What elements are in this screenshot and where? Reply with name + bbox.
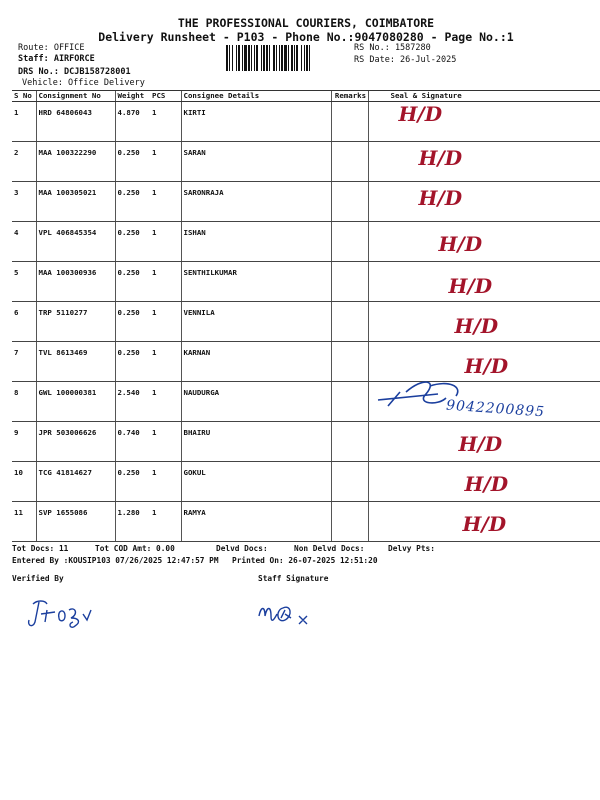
route-label: Route: OFFICE	[18, 43, 85, 53]
table-row	[12, 422, 600, 462]
cell-weight: 0.250	[115, 342, 150, 382]
cell-consignee: SARAN	[181, 142, 331, 182]
cell-pcs: 1	[150, 302, 181, 342]
cell-consignee: SARONRAJA	[181, 182, 331, 222]
verified-signature	[25, 596, 115, 632]
cell-remarks	[331, 182, 368, 222]
printed-on: Printed On: 26-07-2025 12:51:20	[232, 556, 378, 565]
cell-remarks	[331, 142, 368, 182]
handwritten-hd-sign: H/D	[418, 186, 463, 210]
table-header-row	[12, 91, 600, 102]
cell-pcs: 1	[150, 422, 181, 462]
cell-weight: 2.540	[115, 382, 150, 422]
col-header-sno: S No	[12, 91, 36, 102]
handwritten-hd-sign: H/D	[454, 314, 499, 338]
cell-pcs: 1	[150, 262, 181, 302]
drs-number: DRS No.: DCJB158728001	[18, 67, 131, 77]
cell-pcs: 1	[150, 222, 181, 262]
handwritten-hd-sign: H/D	[438, 232, 483, 256]
handwritten-phone: 9042200895	[445, 397, 546, 421]
cell-remarks	[331, 222, 368, 262]
cell-weight: 0.250	[115, 142, 150, 182]
handwritten-hd-sign: H/D	[462, 512, 507, 536]
non-delivered-docs: Non Delvd Docs:	[294, 544, 365, 553]
cell-consignment: HRD 64806043	[36, 102, 115, 142]
col-header-consignment: Consignment No	[36, 91, 115, 102]
cell-remarks	[331, 302, 368, 342]
cell-pcs: 1	[150, 182, 181, 222]
cell-signature	[368, 222, 600, 262]
cell-pcs: 1	[150, 342, 181, 382]
cell-signature	[368, 462, 600, 502]
cell-consignee: RAMYA	[181, 502, 331, 542]
cell-consignee: KARNAN	[181, 342, 331, 382]
col-header-weight: Weight	[115, 91, 150, 102]
cell-signature	[368, 422, 600, 462]
cell-sno: 11	[12, 502, 36, 542]
cell-consignment: MAA 100305021	[36, 182, 115, 222]
cell-sno: 1	[12, 102, 36, 142]
delivered-docs: Delvd Docs:	[216, 544, 268, 553]
cell-consignment: TVL 8613469	[36, 342, 115, 382]
table-row	[12, 462, 600, 502]
table-row	[12, 222, 600, 262]
cell-consignee: KIRTI	[181, 102, 331, 142]
table-row	[12, 142, 600, 182]
cell-sno: 7	[12, 342, 36, 382]
cell-weight: 0.740	[115, 422, 150, 462]
cell-consignee: NAUDURGA	[181, 382, 331, 422]
col-header-remarks: Remarks	[331, 91, 368, 102]
cell-remarks	[331, 502, 368, 542]
col-header-consignee: Consignee Details	[181, 91, 331, 102]
handwritten-hd-sign: H/D	[458, 432, 503, 456]
handwritten-hd-sign: H/D	[464, 354, 509, 378]
runsheet-table	[12, 90, 600, 542]
cell-signature	[368, 502, 600, 542]
cell-remarks	[331, 342, 368, 382]
barcode	[226, 45, 347, 71]
cell-consignment: MAA 100322290	[36, 142, 115, 182]
company-title: THE PROFESSIONAL COURIERS, COIMBATORE	[177, 16, 435, 30]
staff-label: Staff: AIRFORCE	[18, 54, 95, 64]
cell-pcs: 1	[150, 382, 181, 422]
cell-weight: 4.870	[115, 102, 150, 142]
total-cod: Tot COD Amt: 0.00	[95, 544, 175, 553]
handwritten-hd-sign: H/D	[448, 274, 493, 298]
handwritten-hd-sign: H/D	[398, 102, 443, 126]
cell-sno: 3	[12, 182, 36, 222]
table-row	[12, 302, 600, 342]
cell-signature	[368, 142, 600, 182]
cell-weight: 0.250	[115, 462, 150, 502]
total-docs: Tot Docs: 11	[12, 544, 69, 553]
cell-remarks	[331, 462, 368, 502]
table-row	[12, 102, 600, 142]
cell-consignment: JPR 503006626	[36, 422, 115, 462]
delivery-points: Delvy Pts:	[388, 544, 435, 553]
cell-pcs: 1	[150, 502, 181, 542]
col-header-pcs: PCS	[150, 91, 181, 102]
handwritten-hd-sign: H/D	[464, 472, 509, 496]
cell-sno: 9	[12, 422, 36, 462]
cell-consignment: SVP 1655086	[36, 502, 115, 542]
cell-consignee: BHAIRU	[181, 422, 331, 462]
cell-sno: 4	[12, 222, 36, 262]
table-row	[12, 502, 600, 542]
cell-consignee: GOKUL	[181, 462, 331, 502]
cell-consignee: ISHAN	[181, 222, 331, 262]
cell-weight: 0.250	[115, 262, 150, 302]
cell-pcs: 1	[150, 142, 181, 182]
verified-by-label: Verified By	[12, 574, 64, 583]
cell-consignee: SENTHILKUMAR	[181, 262, 331, 302]
cell-remarks	[331, 422, 368, 462]
cell-consignment: TRP 5110277	[36, 302, 115, 342]
cell-pcs: 1	[150, 462, 181, 502]
cell-consignment: TCG 41814627	[36, 462, 115, 502]
cell-remarks	[331, 262, 368, 302]
rs-date: RS Date: 26-Jul-2025	[354, 55, 457, 65]
cell-weight: 0.250	[115, 222, 150, 262]
cell-sno: 6	[12, 302, 36, 342]
table-row	[12, 262, 600, 302]
cell-consignee: VENNILA	[181, 302, 331, 342]
cell-remarks	[331, 102, 368, 142]
cell-signature	[368, 182, 600, 222]
runsheet-subtitle: Delivery Runsheet - P103 - Phone No.:9047080280 - Page No.:1	[98, 30, 514, 44]
cell-remarks	[331, 382, 368, 422]
cell-sno: 10	[12, 462, 36, 502]
cell-pcs: 1	[150, 102, 181, 142]
table-row	[12, 182, 600, 222]
cell-consignment: VPL 406845354	[36, 222, 115, 262]
vehicle-label: Vehicle: Office Delivery	[22, 78, 145, 88]
cell-signature	[368, 302, 600, 342]
handwritten-hd-sign: H/D	[418, 146, 463, 170]
staff-signature	[255, 596, 325, 632]
cell-weight: 0.250	[115, 182, 150, 222]
cell-consignment: MAA 100300936	[36, 262, 115, 302]
col-header-seal-signature: Seal & Signature	[368, 91, 600, 102]
cell-weight: 0.250	[115, 302, 150, 342]
cell-sno: 2	[12, 142, 36, 182]
cell-sno: 5	[12, 262, 36, 302]
cell-sno: 8	[12, 382, 36, 422]
cell-weight: 1.280	[115, 502, 150, 542]
cell-signature	[368, 262, 600, 302]
entered-by: Entered By :KOUSIP103 07/26/2025 12:47:57 PM	[12, 556, 219, 565]
rs-number: RS No.: 1587280	[354, 43, 431, 53]
cell-consignment: GWL 100000381	[36, 382, 115, 422]
staff-signature-label: Staff Signature	[258, 574, 329, 583]
cell-signature	[368, 102, 600, 142]
